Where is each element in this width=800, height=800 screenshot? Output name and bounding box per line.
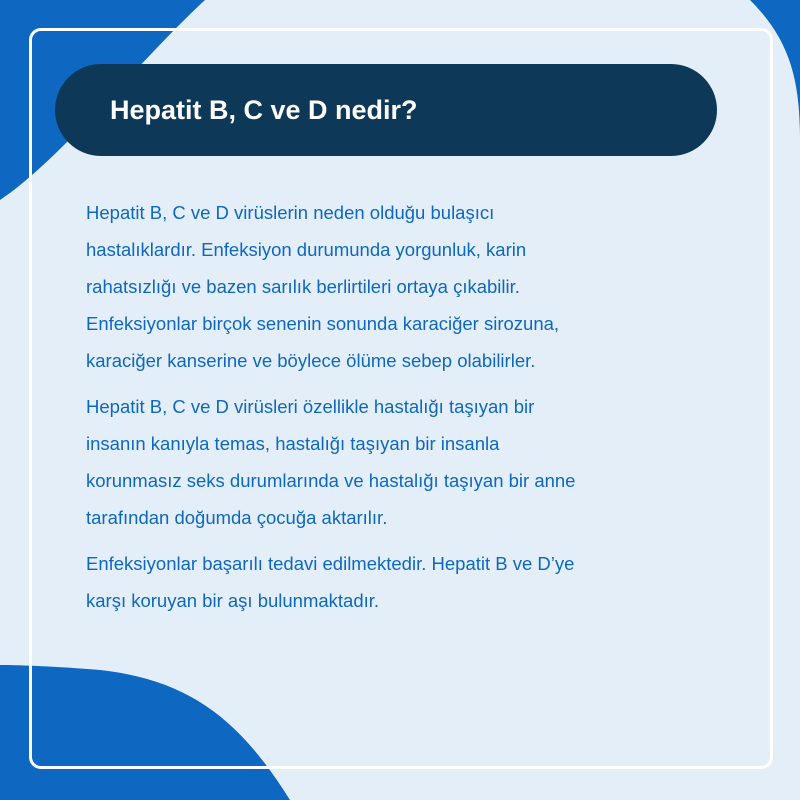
text-line: Enfeksiyonlar birçok senenin sonunda karaciğer sirozuna, <box>86 313 560 334</box>
text-line: karaciğer kanserine ve böylece ölüme sebep olabilirler. <box>86 350 536 371</box>
text-line: insanın kanıyla temas, hastalığı taşıyan bir insanla <box>86 433 500 454</box>
text-line: karşı koruyan bir aşı bulunmaktadır. <box>86 590 380 611</box>
text-line: Hepatit B, C ve D virüsleri özellikle hastalığı taşıyan bir <box>86 396 535 417</box>
text-line: hastalıklardır. Enfeksiyon durumunda yorgunluk, karin <box>86 239 527 260</box>
text-line: Enfeksiyonlar başarılı tedavi edilmektedir. Hepatit B ve D’ye <box>86 553 575 574</box>
page-title: Hepatit B, C ve D nedir? <box>110 95 418 125</box>
paragraph-2 <box>86 388 726 536</box>
text-line: Hepatit B, C ve D virüslerin neden olduğu bulaşıcı <box>86 202 495 223</box>
text-line: tarafından doğumda çocuğa aktarılır. <box>86 507 388 528</box>
paragraph-3 <box>86 545 726 619</box>
body-text <box>86 194 726 628</box>
text-line: rahatsızlığı ve bazen sarılık berlirtileri ortaya çıkabilir. <box>86 276 520 297</box>
text-line: korunmasız seks durumlarında ve hastalığı taşıyan bir anne <box>86 470 576 491</box>
paragraph-1 <box>86 194 726 379</box>
